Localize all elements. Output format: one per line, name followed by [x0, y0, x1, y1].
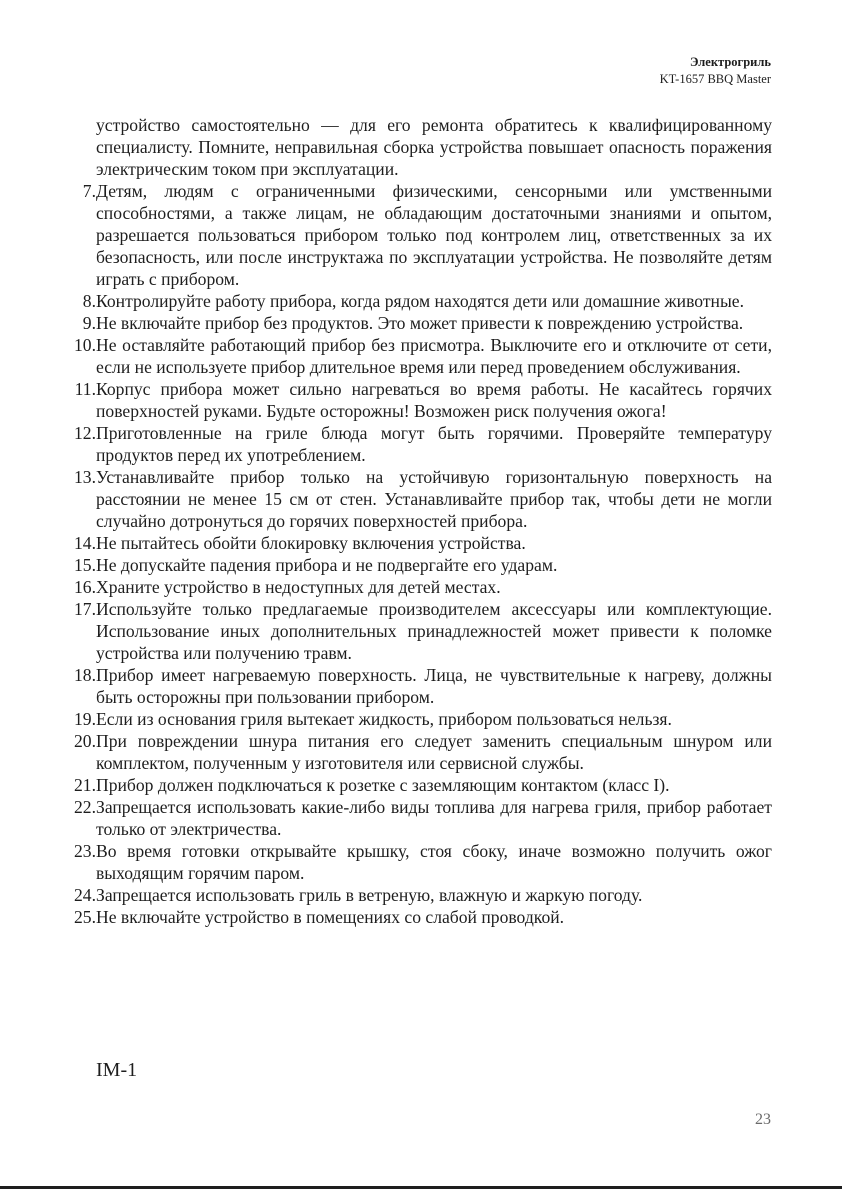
rule-item-17 [66, 598, 772, 664]
rule-text: При повреждении шнура питания его следует заменить специальным шнуром или комплектом, полученным у изготовителя или сервисной службы. [96, 731, 772, 773]
rule-text: Устанавливайте прибор только на устойчивую горизонтальную поверхность на расстоянии не менее 15 см от стен. Устанавливайте прибор так, чтобы дети не могли случайно дотронуться до горячих поверхностей прибора. [96, 467, 772, 531]
rule-text: Прибор имеет нагреваемую поверхность. Лица, не чувствительные к нагреву, должны быть осторожны при пользовании прибором. [96, 665, 772, 707]
rule-number: 9. [82, 313, 96, 333]
rule-item-15 [66, 554, 772, 576]
rule-item-11 [66, 378, 772, 422]
header-title: Электрогриль [689, 55, 771, 69]
rule-text: Используйте только предлагаемые производителем аксессуары или комплектующие. Использование иных дополнительных принадлежностей может привести к поломке устройства или получению травм. [96, 599, 772, 663]
header-model: KT-1657 BBQ Master [659, 72, 771, 86]
rule-item-10 [66, 334, 772, 378]
safety-rules-list [66, 180, 772, 928]
rule-item-19 [66, 708, 772, 730]
rule-item-22 [66, 796, 772, 840]
rule-number: 23. [74, 841, 96, 861]
continuation-paragraph: устройство самостоятельно — для его ремонта обратитесь к квалифицированному специалисту. Помните, неправильная сборка устройства повышает опасность поражения электрическим током при эксплуатации. [96, 115, 772, 179]
rule-item-18 [66, 664, 772, 708]
rule-text: Не включайте устройство в помещениях со слабой проводкой. [96, 907, 565, 927]
rule-item-21 [66, 774, 772, 796]
rule-text: Если из основания гриля вытекает жидкость, прибором пользоваться нельзя. [96, 709, 672, 729]
rule-text: Не включайте прибор без продуктов. Это может привести к повреждению устройства. [96, 313, 744, 333]
rule-item-12 [66, 422, 772, 466]
rule-item-16 [66, 576, 772, 598]
rule-item-8 [66, 290, 772, 312]
rule-text: Не оставляйте работающий прибор без присмотра. Выключите его и отключите от сети, если не используете прибор длительное время или перед проведением обслуживания. [96, 335, 772, 377]
rule-item-13 [66, 466, 772, 532]
rule-number: 15. [74, 555, 96, 575]
page-header [660, 54, 771, 88]
rule-number: 13. [74, 467, 96, 487]
rule-number: 14. [74, 533, 96, 553]
document-code: IM-1 [96, 1059, 138, 1081]
rule-item-14 [66, 532, 772, 554]
rule-text: Храните устройство в недоступных для детей местах. [96, 577, 501, 597]
rule-text: Прибор должен подключаться к розетке с заземляющим контактом (класс I). [96, 775, 670, 795]
rule-number: 17. [74, 599, 96, 619]
rule-number: 12. [74, 423, 96, 443]
rule-item-23 [66, 840, 772, 884]
rule-text: Приготовленные на гриле блюда могут быть горячими. Проверяйте температуру продуктов перед их употреблением. [96, 423, 772, 465]
rule-number: 20. [74, 731, 96, 751]
rule-number: 22. [74, 797, 96, 817]
rule-number: 19. [74, 709, 96, 729]
rule-number: 16. [74, 577, 96, 597]
page-number: 23 [755, 1111, 771, 1128]
rule-number: 24. [74, 885, 96, 905]
rule-text: Детям, людям с ограниченными физическими, сенсорными или умственными способностями, а также лицам, не обладающим достаточными знаниями и опытом, разрешается пользоваться прибором только под контролем лиц, ответственных за их безопасность, или после инструктажа по эксплуатации устройства. Не позволяйте детям играть с прибором. [96, 181, 772, 289]
rule-item-7 [66, 180, 772, 290]
rule-item-25 [66, 906, 772, 928]
rule-text: Запрещается использовать гриль в ветреную, влажную и жаркую погоду. [96, 885, 643, 905]
rule-text: Корпус прибора может сильно нагреваться во время работы. Не касайтесь горячих поверхностей руками. Будьте осторожны! Возможен риск получения ожога! [96, 379, 772, 421]
rule-item-24 [66, 884, 772, 906]
rule-text: Во время готовки открывайте крышку, стоя сбоку, иначе возможно получить ожог выходящим горячим паром. [96, 841, 772, 883]
rule-text: Запрещается использовать какие-либо виды топлива для нагрева гриля, прибор работает только от электричества. [96, 797, 772, 839]
rule-item-20 [66, 730, 772, 774]
rule-text: Не пытайтесь обойти блокировку включения устройства. [96, 533, 526, 553]
rule-text: Не допускайте падения прибора и не подвергайте его ударам. [96, 555, 558, 575]
rule-item-9 [66, 312, 772, 334]
rule-text: Контролируйте работу прибора, когда рядом находятся дети или домашние животные. [96, 291, 744, 311]
rule-number: 8. [82, 291, 96, 311]
rule-number: 10. [74, 335, 96, 355]
rule-number: 21. [74, 775, 96, 795]
rule-number: 11. [74, 379, 96, 399]
rule-number: 25. [74, 907, 96, 927]
rule-number: 18. [74, 665, 96, 685]
rule-number: 7. [82, 181, 96, 201]
